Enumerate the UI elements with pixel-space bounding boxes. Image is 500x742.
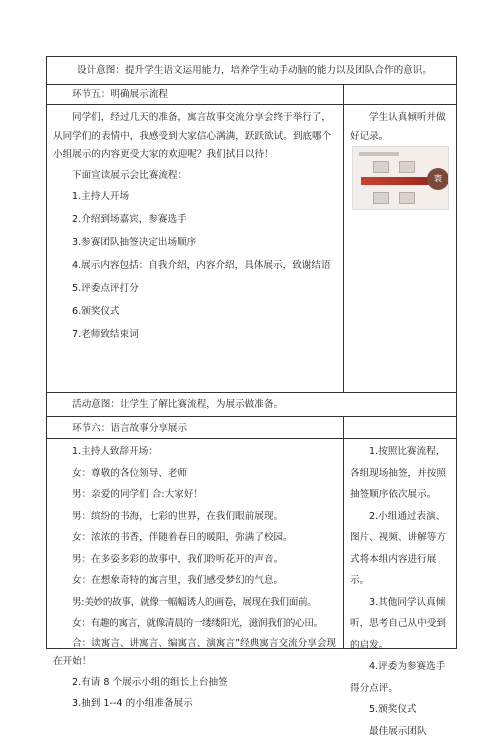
flow-node xyxy=(399,192,415,204)
activity-intent-text: 活动意图：让学生了解比赛流程，为展示做准备。 xyxy=(72,395,450,414)
section6-line-7: 女：在想象奇特的寓言里，我们感受梦幻的气息。 xyxy=(53,570,337,592)
section5-step-4: 4.展示内容包括：自我介绍，内容介绍，具体展示，致谢结语 xyxy=(53,254,337,277)
section5-title-row xyxy=(47,85,456,105)
section5-student-activity: 学生认真倾听并做好记录。 xyxy=(350,109,450,146)
section5-step-7: 7.老师致结束词 xyxy=(53,323,337,346)
section6-right-5: 5.颁奖仪式 xyxy=(350,699,450,721)
section6-right-4: 4.评委为参赛选手得分点评。 xyxy=(350,656,450,699)
section6-line-9: 女：有趣的寓言，就像清晨的一缕缕阳光，滋润我们的心田。 xyxy=(53,613,337,635)
section5-step-6: 6.颁奖仪式 xyxy=(53,300,337,323)
slide-title-badge: 寰 xyxy=(427,168,449,190)
design-intent-row xyxy=(47,57,456,85)
section6-line-12: 3.抽到 1--4 的小组准备展示 xyxy=(53,693,337,715)
section6-line-11: 2.有请 8 个展示小组的组长上台抽签 xyxy=(53,672,337,694)
section5-step-5: 5.评委点评打分 xyxy=(53,277,337,300)
section5-divider xyxy=(343,85,344,393)
activity-intent-row xyxy=(47,393,456,417)
section6-title: 环节六：语言故事分享展示 xyxy=(72,419,337,438)
slide-header-bar xyxy=(359,152,399,156)
section6-divider xyxy=(343,417,344,649)
lesson-plan-table xyxy=(46,56,457,649)
section5-paragraph: 同学们，经过几天的准备，寓言故事交流分享会终于举行了，从同学们的表情中，我感受到大家信心满满，跃跃欲试。到底哪个小组展示的内容更受大家的欢迎呢？我们拭目以待！ xyxy=(53,109,337,165)
section5-step-2: 2.介绍到场嘉宾，参赛选手 xyxy=(53,208,337,231)
section5-step-1: 1.主持人开场 xyxy=(53,185,337,208)
flow-node xyxy=(399,161,415,173)
flow-node xyxy=(373,161,389,173)
section6-right-6: 最佳展示团队 xyxy=(350,721,450,742)
section5-intro: 下面宣读展示会比赛流程： xyxy=(53,167,337,186)
section6-line-4: 男：缤纷的书海，七彩的世界，在我们眼前展现。 xyxy=(53,506,337,528)
flow-arrow-bar xyxy=(361,177,429,185)
section6-title-row xyxy=(47,417,456,439)
section6-right-2: 2.小组通过表演、图片、视频、讲解等方式将本组内容进行展示。 xyxy=(350,506,450,592)
section6-line-5: 女：浓浓的书香，伴随着春日的暖阳，弥满了校园。 xyxy=(53,527,337,549)
section6-line-8: 男:美妙的故事，就像一幅幅诱人的画卷，展现在我们面前。 xyxy=(53,592,337,614)
section6-content-row xyxy=(47,439,456,648)
section6-line-3: 男：亲爱的同学们 合:大家好！ xyxy=(53,484,337,506)
section6-right-3: 3.其他同学认真倾听，思考自己从中受到的启发。 xyxy=(350,592,450,657)
design-intent-text: 设计意图：提升学生语文运用能力，培养学生动手动脑的能力以及团队合作的意识。 xyxy=(77,61,450,80)
section6-line-10: 合：读寓言、讲寓言、编寓言、演寓言”经典寓言交流分享会现在开始！ xyxy=(53,635,337,672)
section6-line-1: 1.主持人致辞开场： xyxy=(53,441,337,463)
section6-line-6: 男：在多姿多彩的故事中，我们聆听花开的声音。 xyxy=(53,549,337,571)
section6-right-1: 1.按照比赛流程，各组现场抽签，并按照抽签顺序依次展示。 xyxy=(350,441,450,506)
flow-node xyxy=(373,192,389,204)
flowchart-slide-image xyxy=(352,146,449,210)
section5-title: 环节五：明确展示流程 xyxy=(72,85,337,104)
section5-step-3: 3.参赛团队抽签决定出场顺序 xyxy=(53,231,337,254)
section6-line-2: 女：尊敬的各位领导、老师 xyxy=(53,463,337,485)
